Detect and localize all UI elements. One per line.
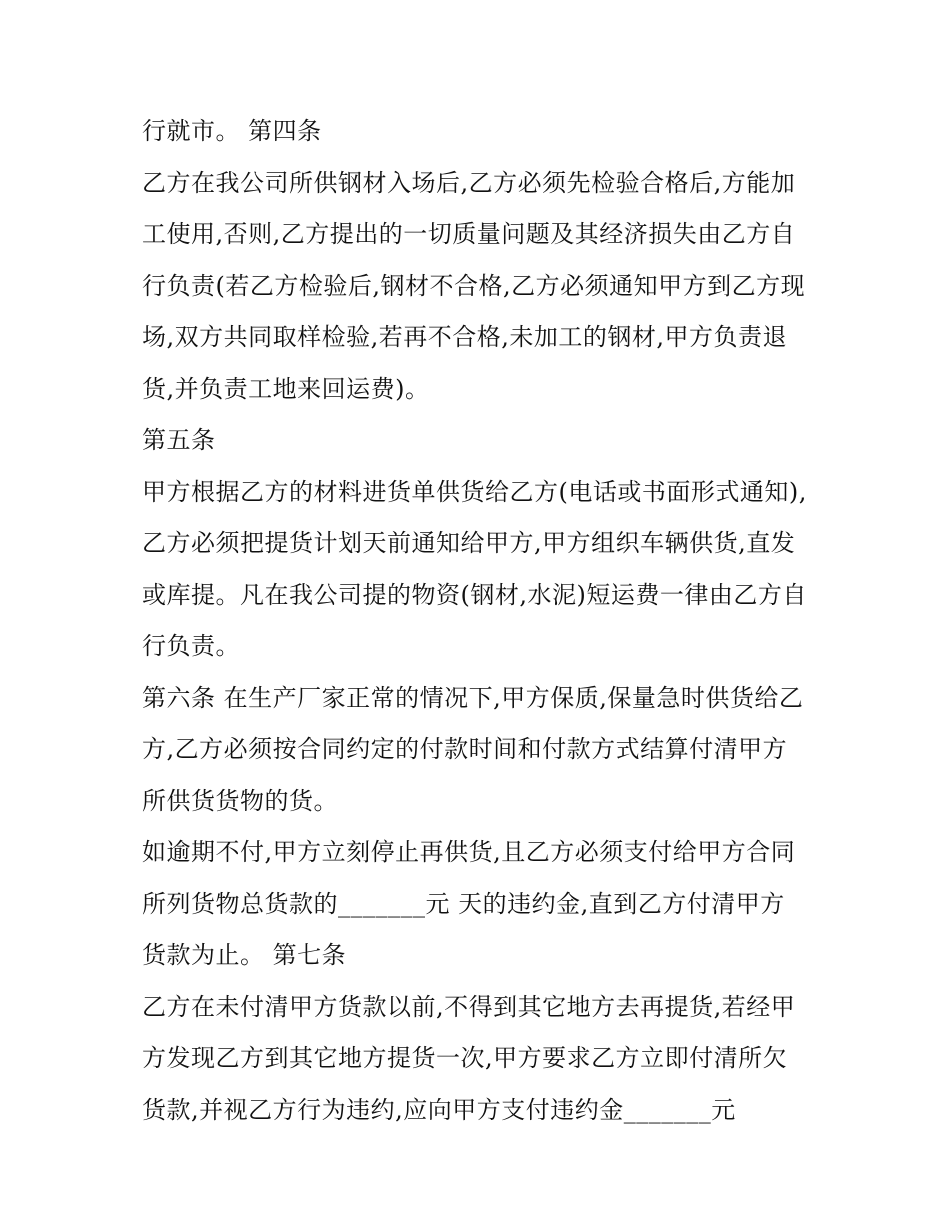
text-line: 如逾期不付,甲方立刻停止再供货,且乙方必须支付给甲方合同 — [142, 838, 796, 866]
text-line: 乙方在未付清甲方货款以前,不得到其它地方去再提货,若经甲 — [142, 992, 796, 1021]
text-line: 或库提。凡在我公司提的物资(钢材,水泥)短运费一律由乙方自 — [142, 580, 807, 609]
text-line: 货款为止。 第七条 — [142, 941, 347, 969]
text-line: 所供货货物的货。 — [142, 786, 338, 815]
text-line: 行负责(若乙方检验后,钢材不合格,乙方必须通知甲方到乙方现 — [142, 271, 806, 300]
text-line: 第六条 在生产厂家正常的情况下,甲方保质,保量急时供货给乙 — [142, 683, 804, 712]
text-line: 所列货物总货款的_______元 天的违约金,直到乙方付清甲方 — [142, 889, 785, 918]
text-line: 甲方根据乙方的材料进货单供货给乙方(电话或书面形式通知), — [142, 477, 807, 506]
text-line: 工使用,否则,乙方提出的一切质量问题及其经济损失由乙方自 — [142, 220, 796, 248]
text-line: 乙方必须把提货计划天前通知给甲方,甲方组织车辆供货,直发 — [142, 529, 796, 557]
document-body — [142, 106, 822, 1136]
text-line: 场,双方共同取样检验,若再不合格,未加工的钢材,甲方负责退 — [142, 323, 788, 351]
text-line: 行就市。 第四条 — [142, 117, 322, 145]
text-line: 方发现乙方到其它地方提货一次,甲方要求乙方立即付清所欠 — [142, 1044, 788, 1072]
text-line: 行负责。 — [142, 632, 240, 660]
section-heading: 第五条 — [142, 426, 216, 454]
text-line: 货,并负责工地来回运费)。 — [142, 374, 430, 403]
text-line: 乙方在我公司所供钢材入场后,乙方必须先检验合格后,方能加 — [142, 168, 796, 197]
text-line: 货款,并视乙方行为违约,应向甲方支付违约金_______元 — [142, 1095, 736, 1124]
text-line: 方,乙方必须按合同约定的付款时间和付款方式结算付清甲方 — [142, 735, 788, 763]
